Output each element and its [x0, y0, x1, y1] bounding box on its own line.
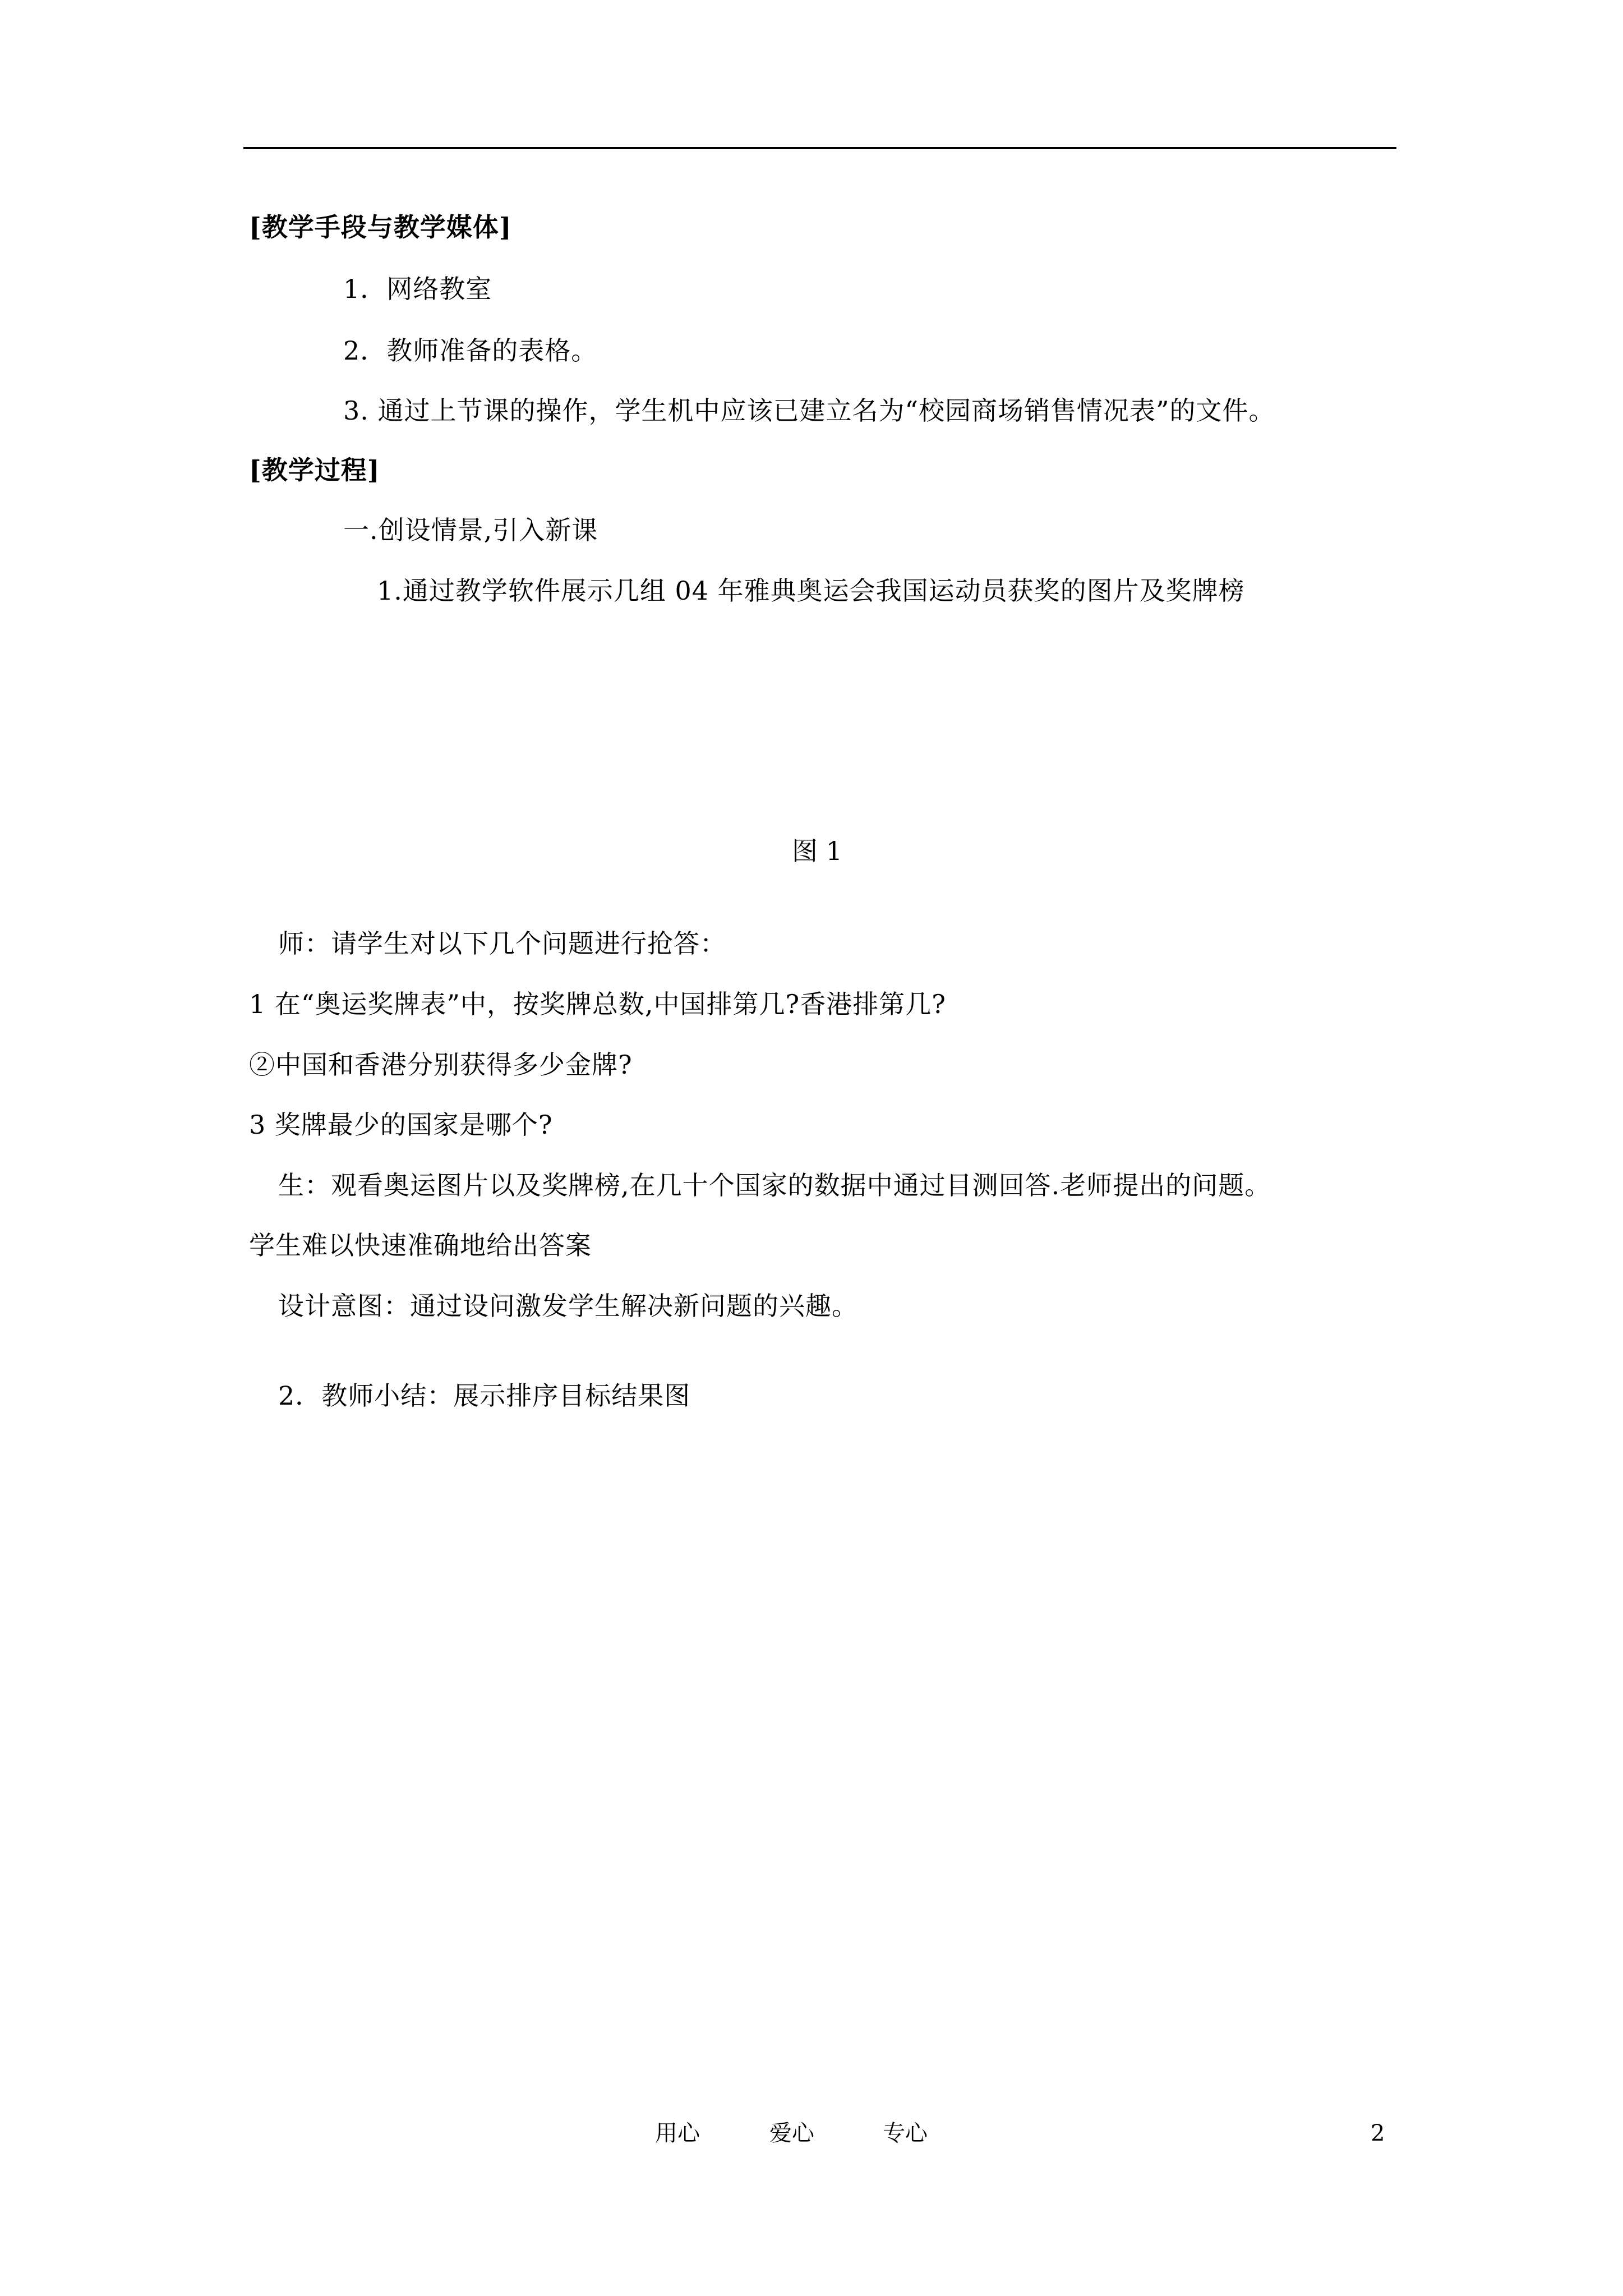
header-rule — [243, 147, 1396, 149]
student-response: 生：观看奥运图片以及奖牌榜,在几十个国家的数据中通过目测回答.老师提出的问题。 — [278, 1170, 1271, 1200]
process-item-2: 2．教师小结：展示排序目标结果图 — [278, 1381, 691, 1411]
footer-motto-1: 用心 — [655, 2120, 700, 2146]
page-number: 2 — [1371, 2120, 1385, 2146]
question-3: 3 奖牌最少的国家是哪个? — [249, 1110, 553, 1140]
process-item-1: 1.通过教学软件展示几组 04 年雅典奥运会我国运动员获奖的图片及奖牌榜 — [377, 576, 1245, 606]
section-heading-media: [教学手段与教学媒体] — [249, 212, 512, 242]
media-item-2: 2．教师准备的表格。 — [343, 335, 598, 366]
footer-motto-2: 爱心 — [769, 2120, 814, 2146]
media-item-3: 3. 通过上节课的操作，学生机中应该已建立名为“校园商场销售情况表”的文件。 — [343, 395, 1275, 426]
question-1: 1 在“奥运奖牌表”中，按奖牌总数,中国排第几?香港排第几? — [249, 989, 946, 1019]
teacher-prompt: 师：请学生对以下几个问题进行抢答： — [278, 928, 726, 959]
section-heading-process: [教学过程] — [249, 455, 380, 485]
process-subheading: 一.创设情景,引入新课 — [343, 515, 598, 545]
figure-caption: 图 1 — [792, 836, 842, 866]
student-response-continued: 学生难以快速准确地给出答案 — [249, 1230, 592, 1260]
media-item-1: 1．网络教室 — [343, 274, 492, 304]
design-intent: 设计意图：通过设问激发学生解决新问题的兴趣。 — [278, 1291, 858, 1321]
footer-motto-3: 专心 — [883, 2120, 928, 2146]
question-2: ②中国和香港分别获得多少金牌? — [249, 1050, 633, 1080]
